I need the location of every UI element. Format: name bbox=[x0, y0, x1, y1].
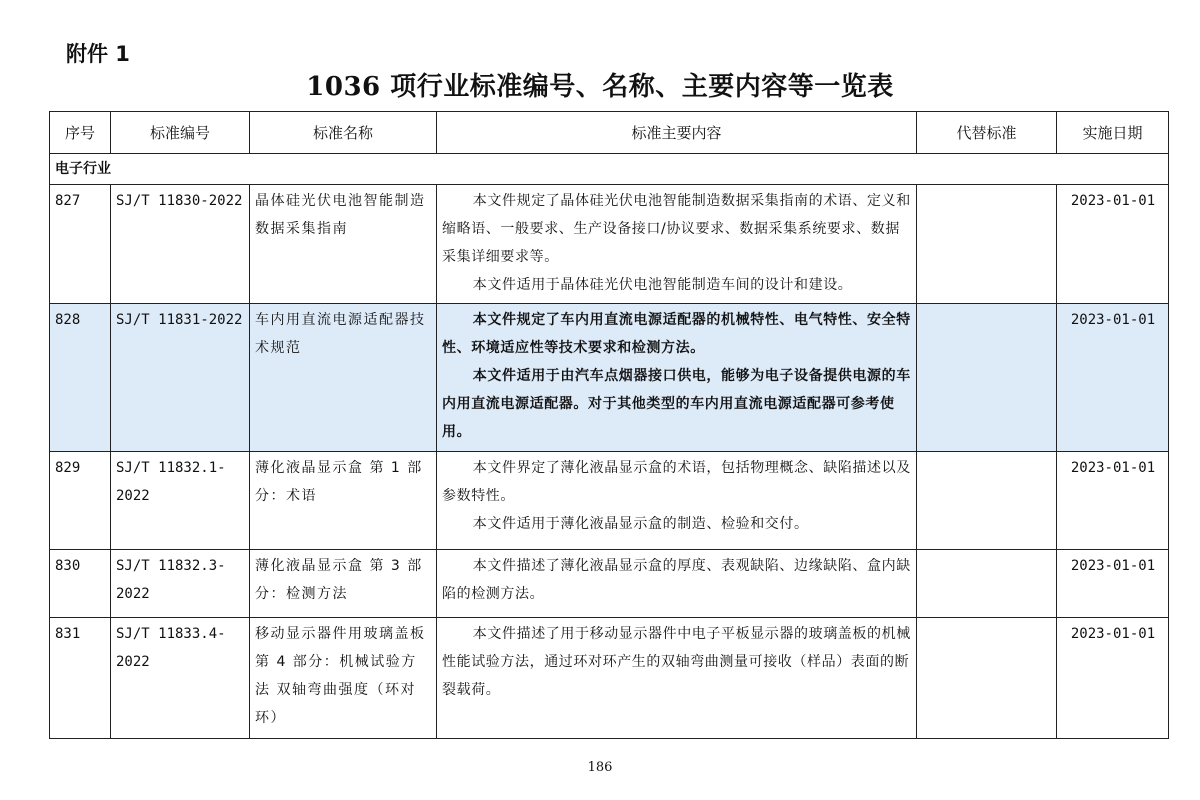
row-content-p2: 本文件适用于由汽车点烟器接口供电，能够为电子设备提供电源的车内用直流电源适配器。对于其他类型的车内用直流电源适配器可参考使用。 bbox=[442, 368, 911, 440]
row-seq: 828 bbox=[50, 304, 111, 452]
row-name: 移动显示器件用玻璃盖板 第 4 部分：机械试验方法 双轴弯曲强度（环对环） bbox=[250, 618, 437, 739]
table-row bbox=[50, 618, 1169, 739]
attachment-label: 附件 1 bbox=[66, 42, 130, 66]
table-row bbox=[50, 185, 1169, 304]
row-replaces bbox=[917, 550, 1057, 618]
row-name: 薄化液晶显示盒 第 3 部分：检测方法 bbox=[250, 550, 437, 618]
row-date: 2023-01-01 bbox=[1057, 185, 1169, 304]
section-row bbox=[50, 154, 1169, 185]
row-code: SJ/T 11830-2022 bbox=[111, 185, 250, 304]
row-content bbox=[437, 452, 917, 550]
row-code: SJ/T 11832.1-2022 bbox=[111, 452, 250, 550]
row-replaces bbox=[917, 452, 1057, 550]
table-row bbox=[50, 452, 1169, 550]
page-number: 186 bbox=[587, 760, 613, 775]
row-replaces bbox=[917, 185, 1057, 304]
row-date: 2023-01-01 bbox=[1057, 618, 1169, 739]
table-header-row bbox=[50, 112, 1169, 154]
row-content bbox=[437, 618, 917, 739]
row-date: 2023-01-01 bbox=[1057, 452, 1169, 550]
row-seq: 830 bbox=[50, 550, 111, 618]
row-code: SJ/T 11833.4-2022 bbox=[111, 618, 250, 739]
standards-table bbox=[49, 111, 1169, 739]
table-row bbox=[50, 550, 1169, 618]
header-seq: 序号 bbox=[50, 112, 111, 154]
row-content-p2: 本文件适用于薄化液晶显示盒的制造、检验和交付。 bbox=[472, 516, 809, 532]
row-code: SJ/T 11832.3-2022 bbox=[111, 550, 250, 618]
row-content-p1: 本文件界定了薄化液晶显示盒的术语，包括物理概念、缺陷描述以及参数特性。 bbox=[442, 460, 911, 504]
row-date: 2023-01-01 bbox=[1057, 304, 1169, 452]
row-replaces bbox=[917, 618, 1057, 739]
row-content bbox=[437, 550, 917, 618]
row-name: 车内用直流电源适配器技术规范 bbox=[250, 304, 437, 452]
row-content-p1: 本文件描述了用于移动显示器件中电子平板显示器的玻璃盖板的机械性能试验方法，通过环对环产生的双轴弯曲测量可接收（样品）表面的断裂载荷。 bbox=[442, 626, 911, 698]
row-content bbox=[437, 185, 917, 304]
header-code: 标准编号 bbox=[111, 112, 250, 154]
section-label: 电子行业 bbox=[50, 154, 1169, 185]
header-replaces: 代替标准 bbox=[917, 112, 1057, 154]
row-content-p1: 本文件规定了车内用直流电源适配器的机械特性、电气特性、安全特性、环境适应性等技术要求和检测方法。 bbox=[442, 312, 911, 356]
row-name: 晶体硅光伏电池智能制造 数据采集指南 bbox=[250, 185, 437, 304]
page-title: 1036 项行业标准编号、名称、主要内容等一览表 bbox=[306, 72, 894, 102]
row-code: SJ/T 11831-2022 bbox=[111, 304, 250, 452]
row-name: 薄化液晶显示盒 第 1 部分：术语 bbox=[250, 452, 437, 550]
row-replaces bbox=[917, 304, 1057, 452]
row-content-p1: 本文件描述了薄化液晶显示盒的厚度、表观缺陷、边缘缺陷、盒内缺陷的检测方法。 bbox=[442, 558, 911, 602]
row-content bbox=[437, 304, 917, 452]
header-name: 标准名称 bbox=[250, 112, 437, 154]
row-seq: 827 bbox=[50, 185, 111, 304]
table-row-highlighted bbox=[50, 304, 1169, 452]
row-content-p2: 本文件适用于晶体硅光伏电池智能制造车间的设计和建设。 bbox=[472, 277, 853, 293]
row-content-p1: 本文件规定了晶体硅光伏电池智能制造数据采集指南的术语、定义和缩略语、一般要求、生产设备接口/协议要求、数据采集系统要求、数据采集详细要求等。 bbox=[442, 193, 911, 265]
row-seq: 831 bbox=[50, 618, 111, 739]
header-content: 标准主要内容 bbox=[437, 112, 917, 154]
header-date: 实施日期 bbox=[1057, 112, 1169, 154]
row-date: 2023-01-01 bbox=[1057, 550, 1169, 618]
row-seq: 829 bbox=[50, 452, 111, 550]
